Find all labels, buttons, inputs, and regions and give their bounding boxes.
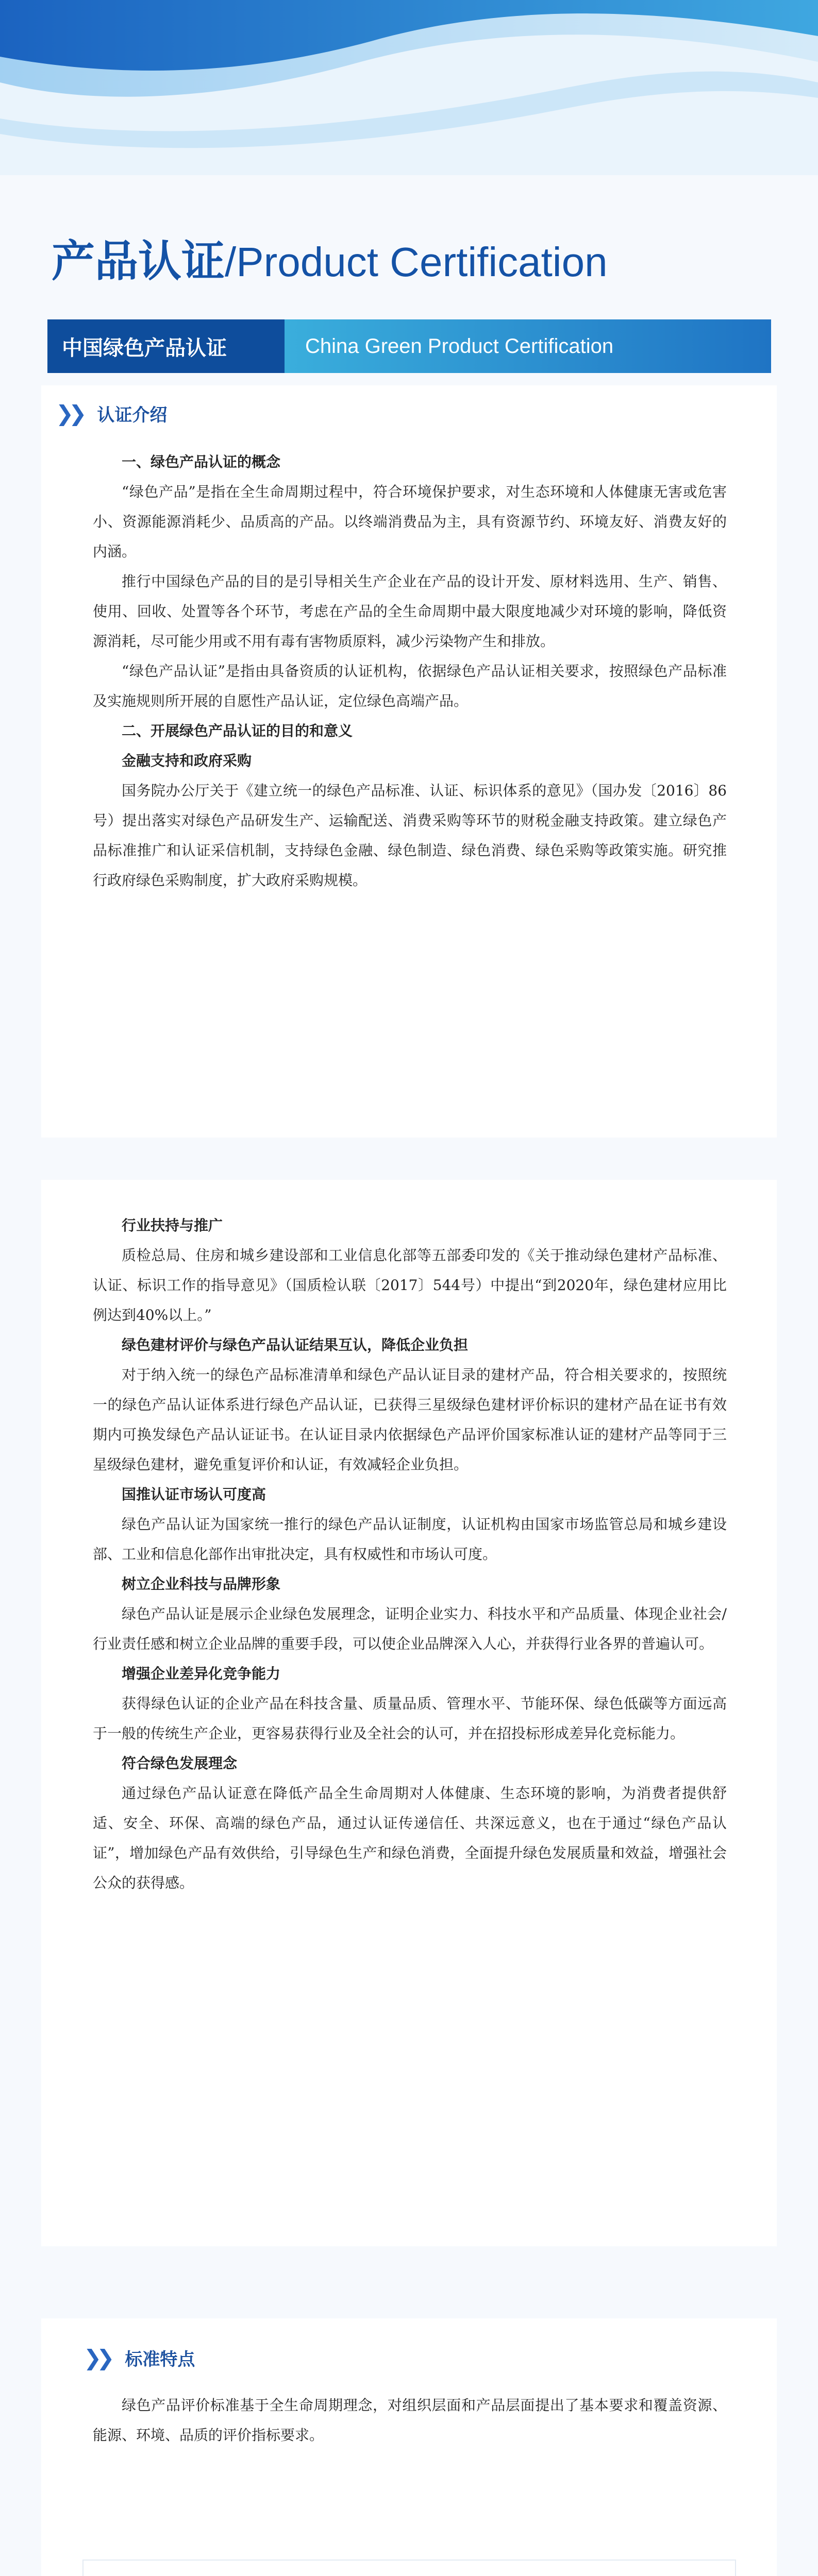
section-title-standards: 标准特点	[125, 2349, 195, 2370]
double-chevron-icon: ❯❯	[84, 2345, 110, 2370]
double-chevron-icon: ❯❯	[56, 401, 82, 426]
benefits-card	[41, 1180, 777, 2246]
benefits-text	[93, 1211, 727, 1898]
category-banner	[47, 319, 771, 373]
subheading: 增强企业差异化竞争能力	[122, 1665, 281, 1682]
section-header-standards	[84, 2345, 195, 2370]
intro-card	[41, 385, 777, 1138]
standards-diagram	[82, 2560, 736, 2576]
section-title-intro: 认证介绍	[97, 405, 168, 426]
subheading: 金融支持和政府采购	[122, 752, 252, 769]
subheading: 绿色建材评价与绿色产品认证结果互认，降低企业负担	[122, 1336, 469, 1353]
paragraph: 质检总局、住房和城乡建设部和工业信息化部等五部委印发的《关于推动绿色建材产品标准、认证、标识工作的指导意见》（国质检认联〔2017〕544号）中提出“到2020年，绿色建材应用比例达到40%以上。”	[93, 1247, 727, 1324]
paragraph: 国务院办公厅关于《建立统一的绿色产品标准、认证、标识体系的意见》（国办发〔2016〕86号）提出落实对绿色产品研发生产、运输配送、消费采购等环节的财税金融支持政策。建立绿色产品标准推广和认证采信机制，支持绿色金融、绿色制造、绿色消费、绿色采购等政策实施。研究推行政府绿色采购制度，扩大政府采购规模。	[93, 782, 727, 889]
subheading: 一、绿色产品认证的概念	[122, 453, 281, 470]
standards-text	[93, 2391, 727, 2450]
top-wave-decoration	[0, 0, 818, 175]
banner-label-en: China Green Product Certification	[285, 319, 771, 373]
paragraph: 获得绿色认证的企业产品在科技含量、质量品质、管理水平、节能环保、绿色低碳等方面远高于一般的传统生产企业，更容易获得行业及全社会的认可，并在招投标形成差异化竞标能力。	[93, 1695, 727, 1742]
subheading: 符合绿色发展理念	[122, 1755, 238, 1772]
paragraph: 绿色产品评价标准基于全生命周期理念，对组织层面和产品层面提出了基本要求和覆盖资源、能源、环境、品质的评价指标要求。	[93, 2397, 727, 2444]
intro-text	[93, 447, 727, 895]
subheading: 国推认证市场认可度高	[122, 1486, 266, 1503]
paragraph: 绿色产品认证是展示企业绿色发展理念，证明企业实力、科技水平和产品质量、体现企业社会/行业责任感和树立企业品牌的重要手段，可以使企业品牌深入人心，并获得行业各界的普遍认可。	[93, 1605, 727, 1652]
page-title	[52, 227, 608, 299]
paragraph: 推行中国绿色产品的目的是引导相关生产企业在产品的设计开发、原材料选用、生产、销售、使用、回收、处置等各个环节，考虑在产品的全生命周期中最大限度地减少对环境的影响，降低资源消耗，尽可能少用或不用有毒有害物质原料，减少污染物产生和排放。	[93, 573, 727, 650]
title-cn: 产品认证	[52, 236, 225, 286]
banner-label-cn: 中国绿色产品认证	[47, 319, 285, 373]
paragraph: 绿色产品认证为国家统一推行的绿色产品认证制度，认证机构由国家市场监管总局和城乡建设部、工业和信息化部作出审批决定，具有权威性和市场认可度。	[93, 1516, 727, 1563]
subheading: 树立企业科技与品牌形象	[122, 1575, 281, 1592]
subheading: 二、开展绿色产品认证的目的和意义	[122, 722, 353, 739]
standards-card	[41, 2318, 777, 2576]
paragraph: “绿色产品认证”是指由具备资质的认证机构，依据绿色产品认证相关要求，按照绿色产品标准及实施规则所开展的自愿性产品认证，定位绿色高端产品。	[93, 663, 727, 709]
diagram-connectors	[84, 2561, 737, 2576]
section-header-intro	[56, 401, 167, 426]
subheading: 行业扶持与推广	[122, 1217, 223, 1234]
paragraph: “绿色产品”是指在全生命周期过程中，符合环境保护要求，对生态环境和人体健康无害或危害小、资源能源消耗少、品质高的产品。以终端消费品为主，具有资源节约、环境友好、消费友好的内涵。	[93, 483, 727, 560]
paragraph: 对于纳入统一的绿色产品标准清单和绿色产品认证目录的建材产品，符合相关要求的，按照统一的绿色产品认证体系进行绿色产品认证，已获得三星级绿色建材评价标识的建材产品在证书有效期内可换发绿色产品认证证书。在认证目录内依据绿色产品评价国家标准认证的建材产品等同于三星级绿色建材，避免重复评价和认证，有效减轻企业负担。	[93, 1366, 727, 1473]
paragraph: 通过绿色产品认证意在降低产品全生命周期对人体健康、生态环境的影响，为消费者提供舒适、安全、环保、高端的绿色产品，通过认证传递信任、共深远意义，也在于通过“绿色产品认证”，增加绿色产品有效供给，引导绿色生产和绿色消费，全面提升绿色发展质量和效益，增强社会公众的获得感。	[93, 1785, 727, 1891]
title-en: Product Certification	[236, 239, 608, 285]
title-separator: /	[225, 239, 237, 285]
